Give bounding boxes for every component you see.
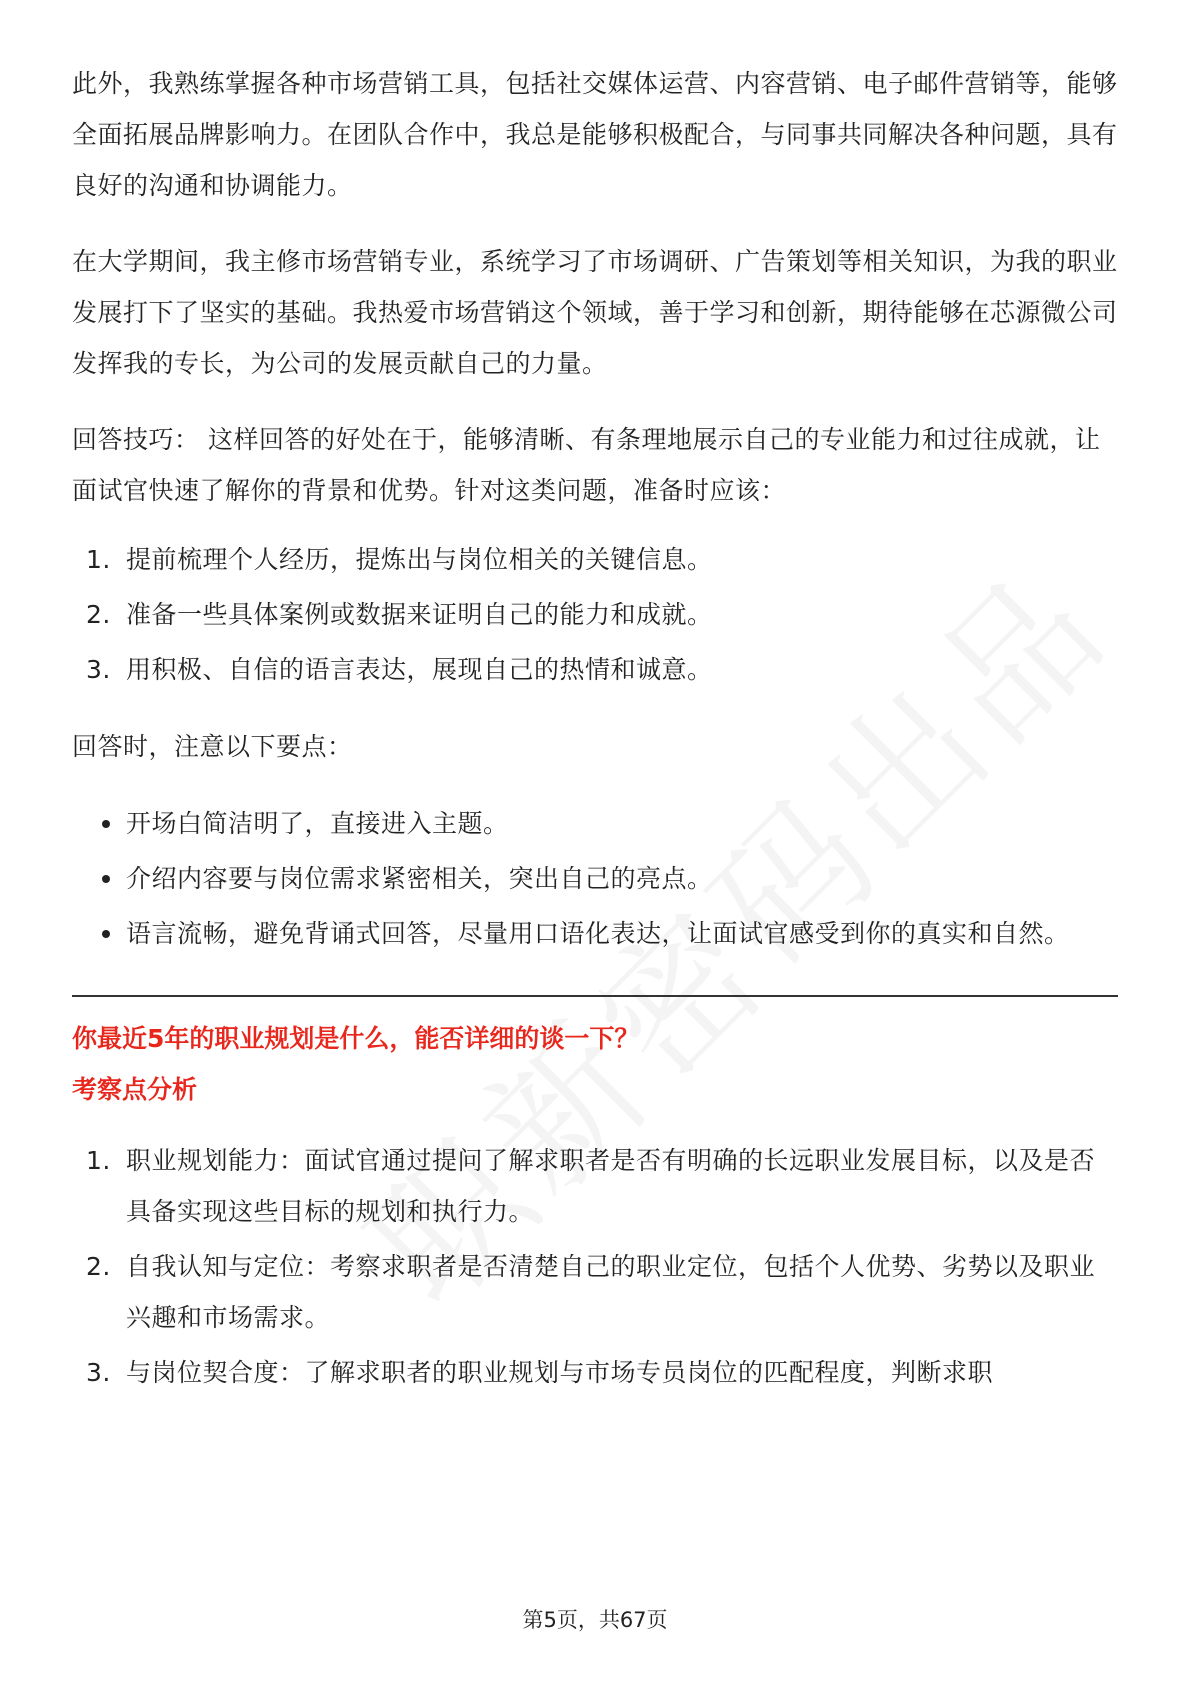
list-number: 1. bbox=[86, 1146, 111, 1175]
list-item-text: 介绍内容要与岗位需求紧密相关，突出自己的亮点。 bbox=[126, 864, 713, 893]
list-number: 3. bbox=[86, 1358, 111, 1387]
analysis-list bbox=[72, 1135, 1118, 1398]
bullet-icon bbox=[102, 820, 110, 828]
paragraph-answer-tips: 回答技巧： 这样回答的好处在于，能够清晰、有条理地展示自己的专业能力和过往成就，让面试官快速了解你的背景和优势。针对这类问题，准备时应该： bbox=[72, 425, 1101, 505]
list-item-text: 自我认知与定位：考察求职者是否清楚自己的职业定位，包括个人优势、劣势以及职业兴趣和市场需求。 bbox=[126, 1252, 1096, 1332]
notes-intro: 回答时，注意以下要点： bbox=[72, 732, 353, 761]
list-number: 3. bbox=[86, 655, 111, 684]
prep-list bbox=[72, 534, 1118, 695]
section-divider bbox=[72, 995, 1118, 997]
analysis-title: 考察点分析 bbox=[72, 1075, 198, 1104]
list-number: 2. bbox=[86, 1252, 111, 1281]
list-item-text: 准备一些具体案例或数据来证明自己的能力和成就。 bbox=[126, 600, 713, 629]
list-item bbox=[72, 1241, 1118, 1343]
list-item bbox=[72, 644, 1118, 695]
list-item-text: 职业规划能力：面试官通过提问了解求职者是否有明确的长远职业发展目标，以及是否具备实现这些目标的规划和执行力。 bbox=[126, 1146, 1096, 1226]
list-number: 1. bbox=[86, 545, 111, 574]
paragraph-education: 在大学期间，我主修市场营销专业，系统学习了市场调研、广告策划等相关知识，为我的职业发展打下了坚实的基础。我热爱市场营销这个领域，善于学习和创新，期待能够在芯源微公司发挥我的专长，为公司的发展贡献自己的力量。 bbox=[72, 247, 1118, 378]
page-footer: 第5页，共67页 bbox=[522, 1608, 668, 1632]
bullet-icon bbox=[102, 930, 110, 938]
list-item-text: 用积极、自信的语言表达，展现自己的热情和诚意。 bbox=[126, 655, 713, 684]
question-title: 你最近5年的职业规划是什么，能否详细的谈一下？ bbox=[72, 1024, 640, 1053]
list-item bbox=[72, 798, 1118, 849]
list-item bbox=[72, 1135, 1118, 1237]
list-item-text: 提前梳理个人经历，提炼出与岗位相关的关键信息。 bbox=[126, 545, 713, 574]
list-number: 2. bbox=[86, 600, 111, 629]
bullet-icon bbox=[102, 875, 110, 883]
paragraph-skills: 此外，我熟练掌握各种市场营销工具，包括社交媒体运营、内容营销、电子邮件营销等，能够全面拓展品牌影响力。在团队合作中，我总是能够积极配合，与同事共同解决各种问题，具有良好的沟通和协调能力。 bbox=[72, 69, 1118, 200]
list-item bbox=[72, 1347, 1118, 1398]
list-item-text: 开场白简洁明了，直接进入主题。 bbox=[126, 809, 509, 838]
notes-list bbox=[72, 798, 1118, 959]
list-item bbox=[72, 534, 1118, 585]
list-item bbox=[72, 589, 1118, 640]
document-page bbox=[72, 58, 1118, 1398]
list-item bbox=[72, 853, 1118, 904]
list-item bbox=[72, 908, 1118, 959]
list-item-text: 与岗位契合度：了解求职者的职业规划与市场专员岗位的匹配程度，判断求职 bbox=[126, 1358, 994, 1387]
list-item-text: 语言流畅，避免背诵式回答，尽量用口语化表达，让面试官感受到你的真实和自然。 bbox=[126, 919, 1070, 948]
